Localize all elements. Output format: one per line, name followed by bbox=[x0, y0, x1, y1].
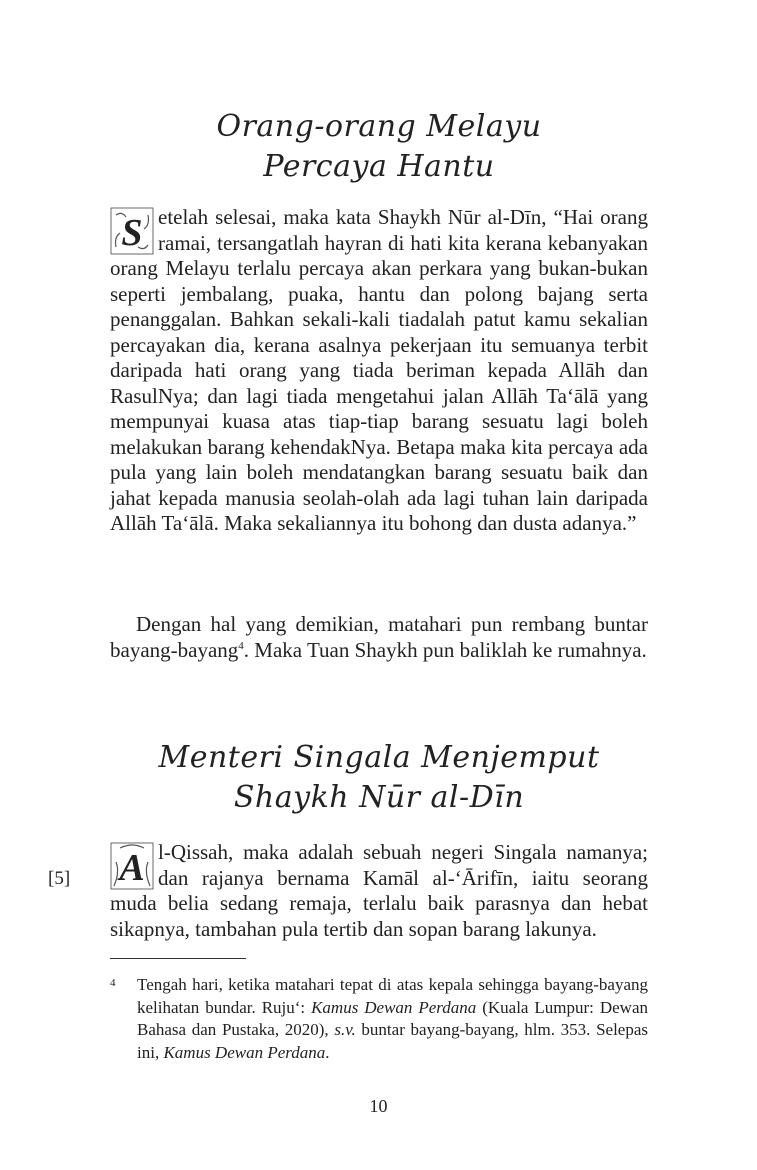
footnote-reference[interactable]: 4 bbox=[238, 639, 244, 652]
paragraph-text: . Maka Tuan Shaykh pun baliklah ke rumahnya. bbox=[243, 637, 647, 662]
manuscript-page-marker: [5] bbox=[48, 868, 71, 889]
paragraph-singala bbox=[110, 840, 648, 942]
dropcap-letter: A bbox=[119, 847, 145, 889]
ornamental-dropcap-a-icon bbox=[110, 842, 154, 890]
footnote-divider bbox=[110, 958, 246, 959]
page-number: 10 bbox=[369, 1096, 388, 1116]
title-line: Percaya Hantu bbox=[263, 149, 495, 184]
dropcap-letter: S bbox=[121, 212, 143, 254]
footnote-number: 4 bbox=[110, 977, 116, 989]
paragraph-sun bbox=[110, 612, 648, 663]
ornamental-dropcap-s-icon bbox=[110, 207, 154, 255]
paragraph-text: etelah selesai, maka kata Shaykh Nūr al-Dīn, “Hai orang ramai, tersangatlah hayran di hati kita kerana kebanyakan orang Melayu terlalu percaya akan perkara yang bukan-bukan seperti jembalang, puaka, hantu dan polong bajang serta penanggalan. Bahkan sekali-kali tiadalah patut kamu sekalian percayakan dia, kerana asalnya pekerjaan itu semuanya terbit daripada hati orang yang tiada beriman kepada Allāh dan RasulNya; dan lagi tiada mengetahui jalan Allāh Ta‘ālā yang mempunyai kuasa atas tiap-tiap barang sesuatu lagi boleh melakukan barang kehendakNya. Betapa maka kita percaya ada pula yang lain boleh mendatangkan barang sesuatu baik dan jahat kepada manusia seolah-olah ada lagi tuhan lain daripada Allāh Ta‘ālā. Maka sekaliannya itu bohong dan dusta adanya.” bbox=[110, 205, 648, 535]
section-title-minister bbox=[110, 738, 648, 818]
footnote bbox=[110, 974, 648, 1064]
section-title-ghosts bbox=[110, 107, 648, 187]
title-line: Orang-orang Melayu bbox=[216, 109, 542, 144]
paragraph-text: l-Qissah, maka adalah sebuah negeri Singala namanya; dan rajanya bernama Kamāl al-‘Ārifīn, iaitu seorang muda belia sedang remaja, terlalu baik parasnya dan hebat sikapnya, tambahan pula tertib dan sopan barang lakunya. bbox=[110, 840, 648, 941]
title-line: Menteri Singala Menjemput bbox=[158, 740, 600, 775]
paragraph-shaykh-speech bbox=[110, 205, 648, 537]
paragraph-text: Dengan hal yang demikian, matahari pun rembang buntar bayang-bayang bbox=[110, 612, 648, 662]
footnote-text: Tengah hari, ketika matahari tepat di atas kepala sehingga bayang-bayang kelihatan bundar. Ruju‘: Kamus Dewan Perdana (Kuala Lumpur: Dewan Bahasa dan Pustaka, 2020), s.v. buntar bayang-bayang, hlm. 353. Selepas ini, Kamus Dewan Perdana. bbox=[137, 975, 648, 1062]
title-line: Shaykh Nūr al-Dīn bbox=[233, 780, 525, 815]
